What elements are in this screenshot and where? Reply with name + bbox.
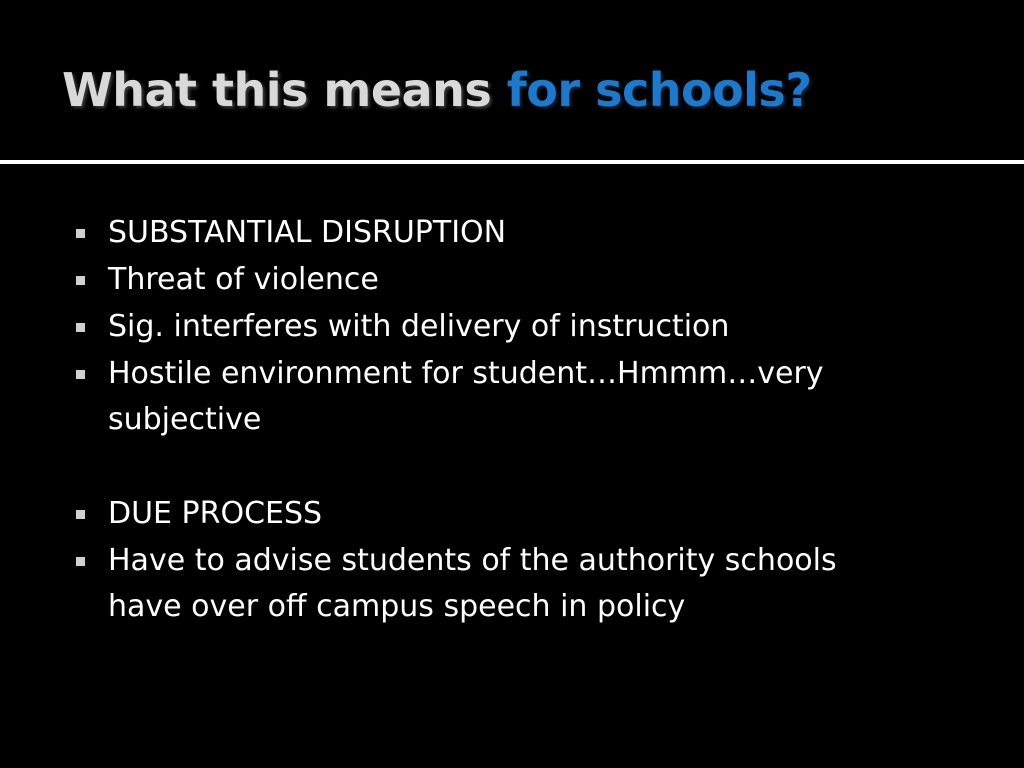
bullet-item xyxy=(76,351,916,443)
bullet-text: Hostile environment for student…Hmmm…very subjective xyxy=(108,356,824,437)
bullet-text: SUBSTANTIAL DISRUPTION xyxy=(108,215,507,250)
square-bullet-icon xyxy=(76,557,85,566)
bullet-item xyxy=(76,491,916,537)
bullet-item xyxy=(76,538,916,630)
bullet-text: Sig. interferes with delivery of instruction xyxy=(108,309,730,344)
bullet-item xyxy=(76,304,916,350)
title-divider xyxy=(0,160,1024,164)
bullet-text: DUE PROCESS xyxy=(108,496,323,531)
bullet-item xyxy=(76,257,916,303)
slide-title xyxy=(62,55,812,125)
square-bullet-icon xyxy=(76,370,85,379)
square-bullet-icon xyxy=(76,323,85,332)
square-bullet-icon xyxy=(76,510,85,519)
bullet-text: Have to advise students of the authority schools have over off campus speech in policy xyxy=(108,543,837,624)
square-bullet-icon xyxy=(76,229,85,238)
slide-title-part-2: for schools? xyxy=(506,63,812,117)
bullet-list xyxy=(76,210,916,631)
slide-title-part-1: What this means xyxy=(62,63,507,117)
bullet-spacer xyxy=(76,444,916,491)
bullet-item xyxy=(76,210,916,256)
square-bullet-icon xyxy=(76,276,85,285)
bullet-text: Threat of violence xyxy=(108,262,379,297)
